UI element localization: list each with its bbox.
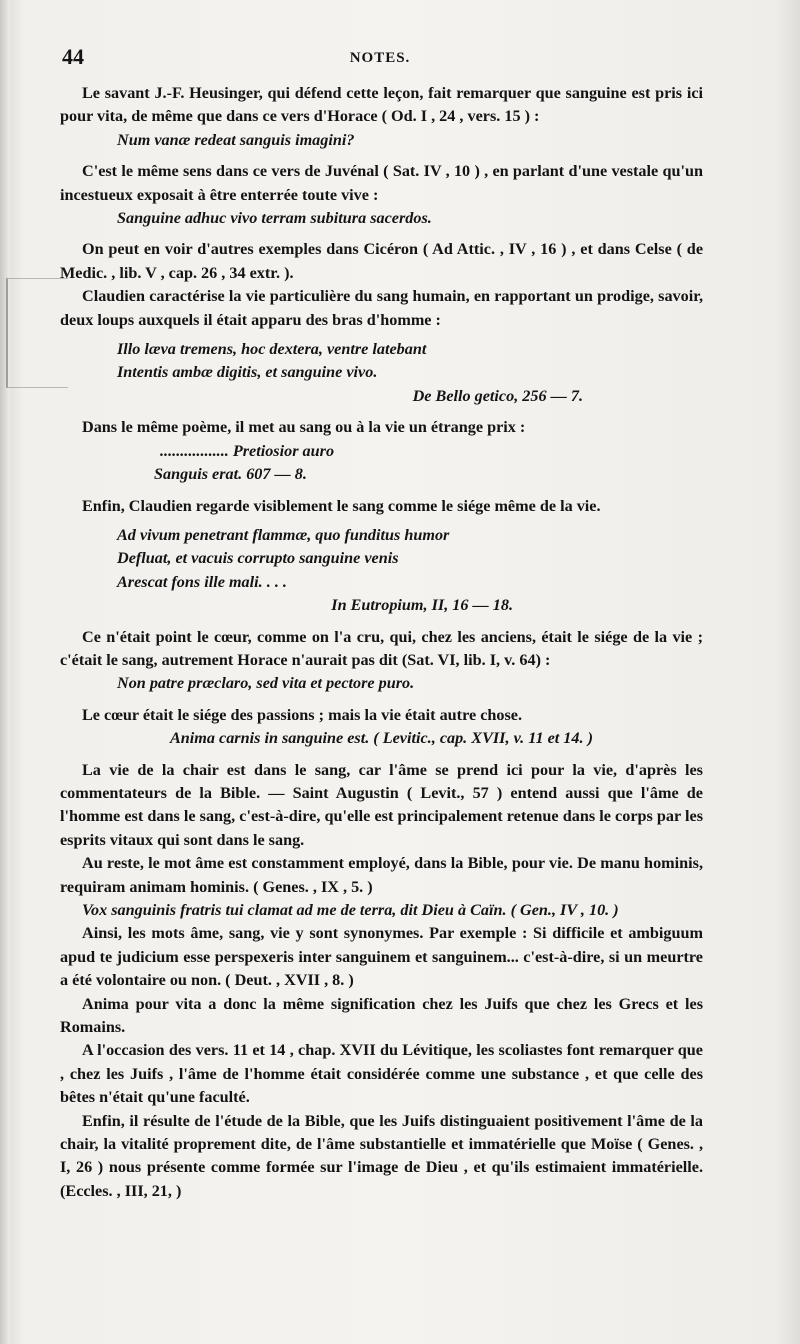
paragraph: Ce n'était point le cœur, comme on l'a cru, qui, chez les anciens, était le siége de la vie ; c'était le sang, autrement Horace n'aurait pas dit (Sat. VI, lib. I, v. 64) : <box>60 627 703 669</box>
page-body <box>60 82 703 1203</box>
paragraph: Anima pour vita a donc la même signification chez les Juifs que chez les Grecs et les Romains. <box>60 994 703 1037</box>
verse-line: Illo læva tremens, hoc dextera, ventre latebant <box>117 340 427 359</box>
paragraph: Dans le même poème, il met au sang ou à la vie un étrange prix : <box>82 418 526 437</box>
margin-pencil-mark <box>6 278 68 388</box>
paragraph: Au reste, le mot âme est constamment employé, dans la Bible, pour vie. De manu hominis, requiram animam hominis. ( Genes. , IX , 5. ) <box>60 854 703 896</box>
paragraph: Enfin, il résulte de l'étude de la Bible, que les Juifs distinguaient positivement l'âme de la chair, la vitalité proprement dite, de l'âme substantielle et immatérielle que Moïse ( Genes. , I, 26 ) nous présente comme formée sur l'image de Dieu , et qu'ils estimaient immatérielle. (Eccles. , III, 21, ) <box>60 1111 703 1200</box>
running-head: NOTES. <box>349 50 411 66</box>
paragraph: On peut en voir d'autres exemples dans Cicéron ( Ad Attic. , IV , 16 ) , et dans Celse ( de Medic. , lib. V , cap. 26 , 34 extr. ). <box>60 240 703 282</box>
verse-citation: In Eutropium, II, 16 — 18. <box>331 596 513 615</box>
verse-line: Arescat fons ille mali. . . . <box>117 572 287 591</box>
book-spine-shadow <box>0 0 10 1344</box>
verse-citation: De Bello getico, 256 — 7. <box>412 386 583 405</box>
verse-line: Intentis ambæ digitis, et sanguine vivo. <box>117 363 378 382</box>
verse-quote: Num vanæ redeat sanguis imagini? <box>117 130 355 149</box>
paragraph: Le savant J.-F. Heusinger, qui défend cette leçon, fait remarquer que sanguine est pris ici pour vita, de même que dans ce vers d'Horace ( Od. I , 24 , vers. 15 ) : <box>60 84 703 126</box>
paragraph: Ainsi, les mots âme, sang, vie y sont synonymes. Par exemple : Si difficile et ambiguum apud te judicium esse perspexeris inter sanguinem et sanguinem... c'est-à-dire, si un meurtre a été volontaire ou non. ( Deut. , XVII , 8. ) <box>60 924 703 990</box>
paragraph: Vox sanguinis fratris tui clamat ad me de terra, dit Dieu à Caïn. ( Gen., IV , 10. ) <box>82 901 619 919</box>
paragraph: La vie de la chair est dans le sang, car l'âme se prend ici pour la vie, d'après les commentateurs de la Bible. — Saint Augustin ( Levit., 57 ) entend aussi que l'âme de l'homme est dans le sang, c'est-à-dire, qu'elle est principalement retenue dans le corps par les esprits vitaux qui sont dans le sang. <box>60 760 703 849</box>
scripture-quote: Anima carnis in sanguine est. ( Levitic., cap. XVII, v. 11 et 14. ) <box>170 729 593 748</box>
paragraph: Claudien caractérise la vie particulière du sang humain, en rapportant un prodige, savoir, deux loups auxquels il était apparu des bras d'homme : <box>60 287 703 329</box>
verse-quote: Sanguine adhuc vivo terram subitura sacerdos. <box>117 209 432 228</box>
paragraph: Le cœur était le siége des passions ; mais la vie était autre chose. <box>82 705 523 724</box>
verse-line: Ad vivum penetrant flammæ, quo funditus humor <box>117 525 450 544</box>
verse-line: Sanguis erat. 607 — 8. <box>154 465 307 484</box>
page-number: 44 <box>62 44 84 69</box>
paragraph: C'est le même sens dans ce vers de Juvénal ( Sat. IV , 10 ) , en parlant d'une vestale qu'un incestueux exposait à être enterrée toute vive : <box>60 162 703 204</box>
paragraph: A l'occasion des vers. 11 et 14 , chap. XVII du Lévitique, les scoliastes font remarquer que , chez les Juifs , l'âme de l'homme était considérée comme une substance , et que celle des bêtes n'était qu'une faculté. <box>60 1041 703 1107</box>
verse-line: Defluat, et vacuis corrupto sanguine venis <box>117 549 399 568</box>
paragraph: Enfin, Claudien regarde visiblement le sang comme le siége même de la vie. <box>82 496 601 515</box>
verse-line: ................. Pretiosior auro <box>160 441 335 460</box>
verse-quote: Non patre præclaro, sed vita et pectore puro. <box>117 674 415 693</box>
